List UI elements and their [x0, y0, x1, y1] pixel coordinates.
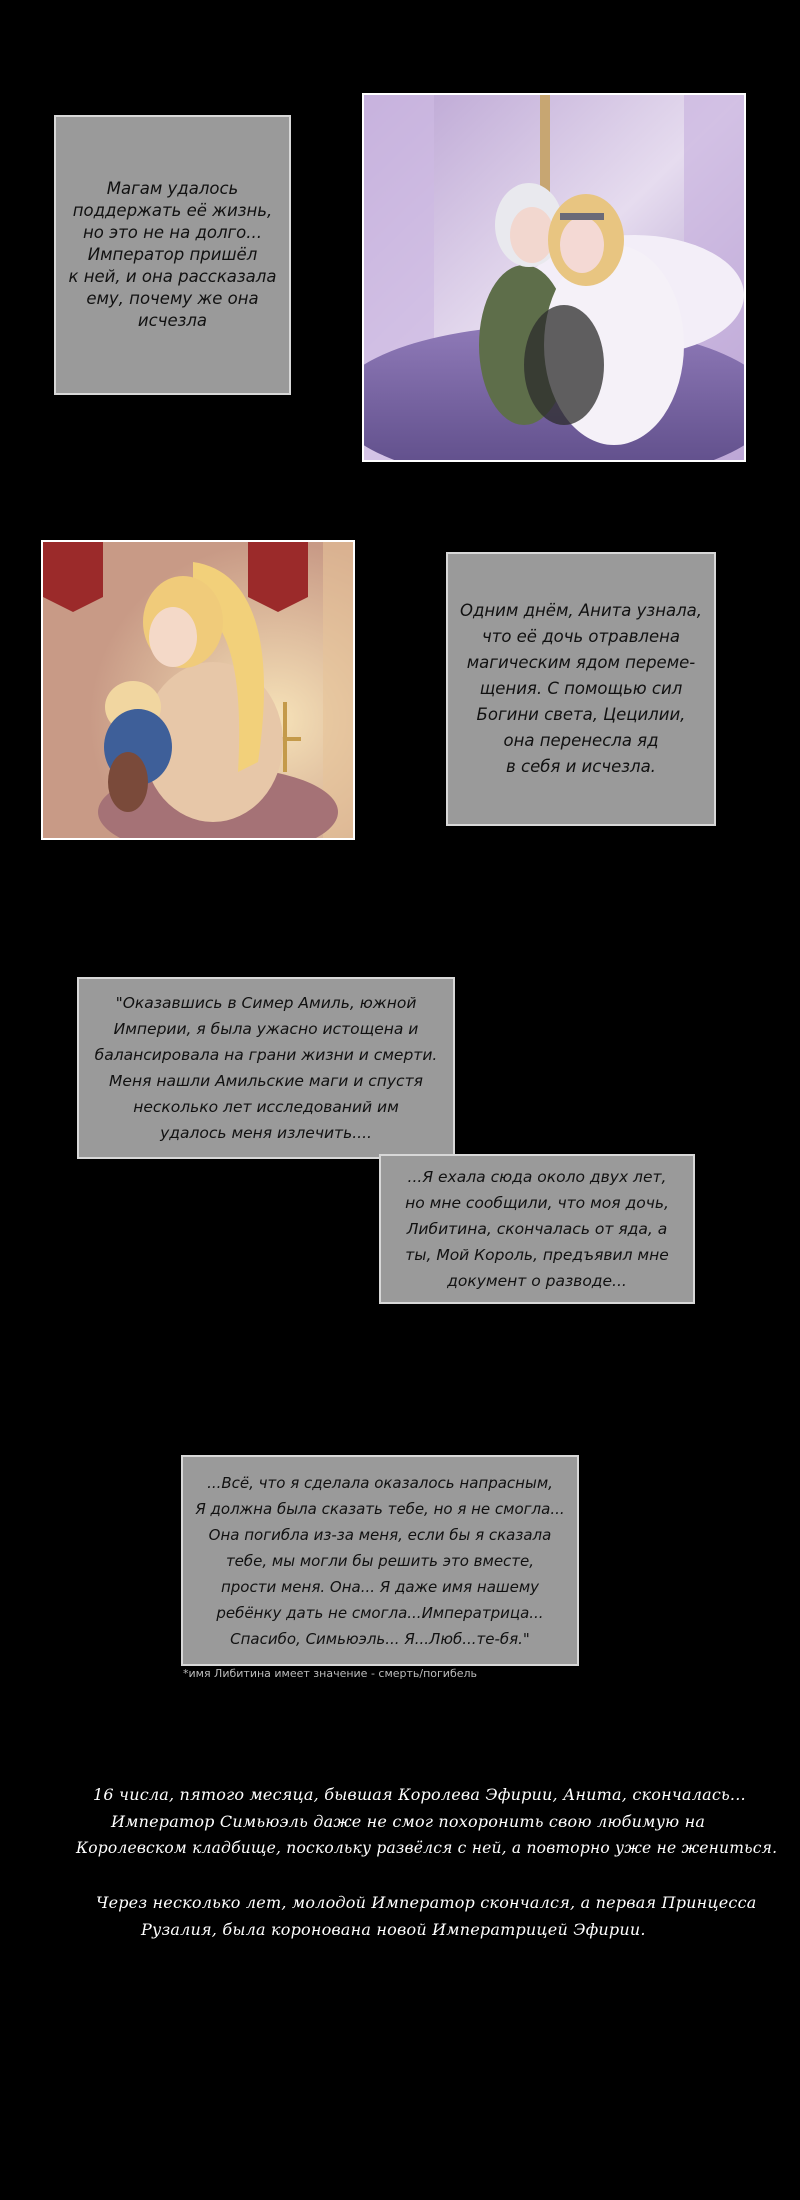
narration-line: Рузалия, была коронована новой Императрицей Эфирии. [141, 1920, 646, 1939]
caption-line: Одним днём, Анита узнала, [460, 601, 702, 620]
caption-line: поддержать её жизнь, [72, 201, 273, 220]
caption-line: ему, почему же она [86, 289, 259, 308]
caption-line: удалось меня излечить.... [160, 1124, 372, 1142]
narration-line: 16 числа, пятого месяца, бывшая Королева Эфирии, Анита, скончалась... [93, 1785, 746, 1804]
narration-line: Королевском кладбище, поскольку развёлся с ней, а повторно уже не жениться. [76, 1839, 778, 1857]
narration-line: Император Симьюэль даже не смог похоронить свою любимую на [111, 1812, 706, 1831]
caption-line: Я должна была сказать тебе, но я не смогла... [195, 1499, 565, 1518]
caption-line: ...Всё, что я сделала оказалось напрасным, [207, 1473, 553, 1492]
mother-child-artwork [43, 542, 353, 838]
footnote: *имя Либитина имеет значение - смерть/погибель [183, 1667, 478, 1680]
illustration-embrace [362, 93, 746, 462]
caption-line: но мне сообщили, что моя дочь, [405, 1194, 669, 1212]
caption-line: к ней, и она рассказала [68, 267, 277, 286]
caption-line: "Оказавшись в Симер Амиль, южной [115, 994, 417, 1012]
caption-line: Меня нашли Амильские маги и спустя [109, 1072, 423, 1090]
caption-line: Император пришёл [87, 245, 258, 264]
caption-line: ты, Мой Король, предъявил мне [405, 1246, 669, 1264]
caption-anita [446, 552, 716, 826]
caption-line: но это не на долго... [82, 223, 262, 242]
caption-farewell [181, 1455, 579, 1666]
caption-line: она перенесла яд [503, 731, 659, 750]
caption-line: ребёнку дать не смогла...Императрица... [216, 1603, 544, 1622]
caption-line: Она погибла из-за меня, если бы я сказала [208, 1525, 552, 1544]
caption-simer-amil [77, 977, 455, 1159]
caption-line: Магам удалось [106, 179, 239, 198]
caption-line: ...Я ехала сюда около двух лет, [407, 1168, 667, 1186]
caption-line: прости меня. Она... Я даже имя нашему [220, 1577, 540, 1596]
caption-line: щения. С помощью сил [479, 679, 683, 698]
caption-line: Богини света, Цецилии, [476, 705, 686, 724]
caption-line: балансировала на грани жизни и смерти. [94, 1046, 438, 1064]
caption-line: исчезла [137, 311, 208, 330]
caption-line: несколько лет исследований им [133, 1098, 399, 1116]
caption-line: в себя и исчезла. [506, 757, 656, 776]
caption-line: документ о разводе... [447, 1272, 627, 1290]
caption-journey [379, 1154, 695, 1304]
illustration-mother-child [41, 540, 355, 840]
narration-line: Через несколько лет, молодой Император скончался, а первая Принцесса [96, 1893, 757, 1912]
embrace-artwork [364, 95, 744, 460]
caption-line: магическим ядом переме- [466, 653, 696, 672]
caption-line: что её дочь отравлена [481, 627, 681, 646]
caption-mages [54, 115, 291, 395]
caption-line: тебе, мы могли бы решить это вместе, [225, 1551, 535, 1570]
caption-line: Империи, я была ужасно истощена и [113, 1020, 419, 1038]
caption-line: Спасибо, Симьюэль... Я...Люб...те-бя." [230, 1629, 530, 1648]
caption-line: Либитина, скончалась от яда, а [406, 1220, 668, 1238]
